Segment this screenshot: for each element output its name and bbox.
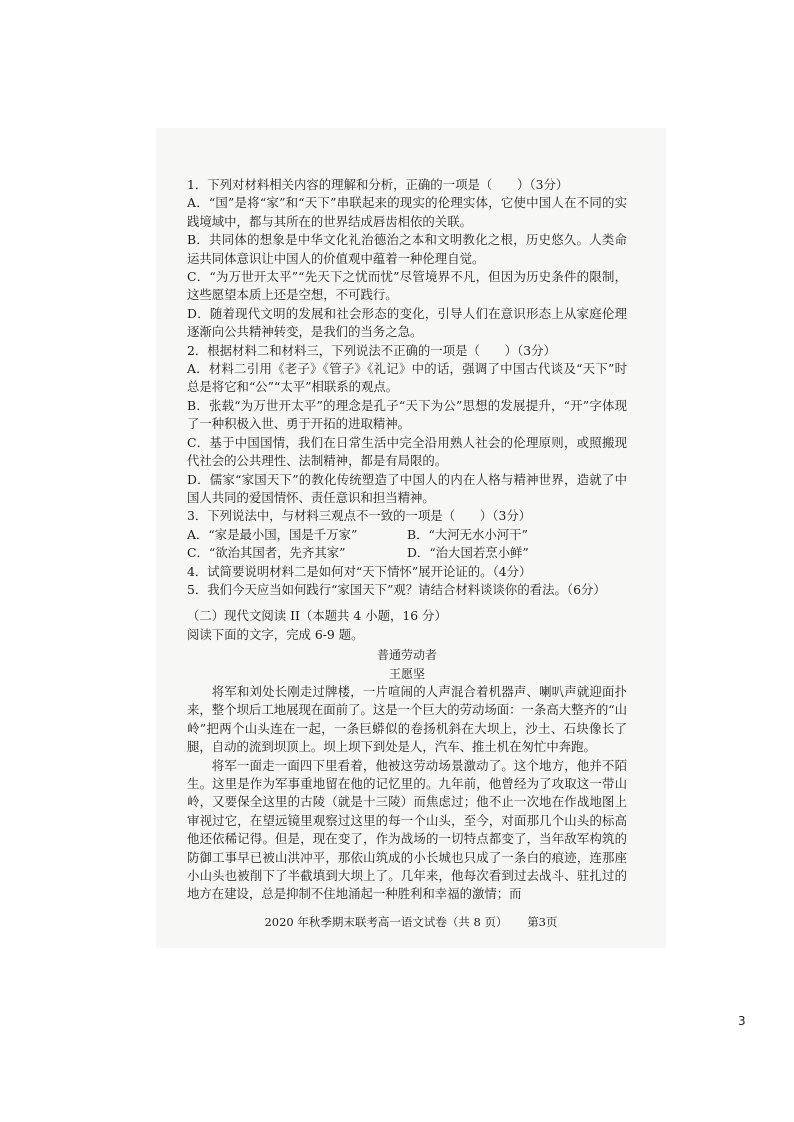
question-1-option-a: A．“国”是将“家”和“天下”串联起来的现实的伦理实体，它使中国人在不同的实践境域中，都与其所在的世界结成唇齿相依的关联。 [187,195,627,229]
question-3-option-b: B．“大河无水小河干” [407,526,528,542]
story-author: 王愿坚 [388,666,425,681]
question-2: 2．根据材料二和材料三，下列说法不正确的一项是（ ）（3分） [187,342,556,358]
story-paragraph: 将军一面走一面四下里看着，他被这劳动场景激动了。这个地方，他并不陌生。这里是作为军事重地留在他的记忆里的。九年前，他曾经为了攻取这一带山岭，又要保全这里的古陵（就是十三陵）而焦虑过；他不止一次地在作战地图上审视过它，在望远镜里观察过这里的每一个山头，至今，对面那几个山头的标高他还依稀记得。但是，现在变了，作为战场的一切特点都变了，当年敌军构筑的防御工事早已被山洪冲平，那依山筑成的小长城也只成了一条白的痕迹，连那座小山头也被削下了半截填到大坝上了。几年来，他每次看到过去战斗、驻扎过的地方在建设，总是抑制不住地涌起一种胜利和幸福的激情；而 [187,757,627,902]
question-3-option-a: A．“家是最小国，国是千万家” [187,526,358,542]
question-5: 5．我们今天应当如何践行“家国天下”观？请结合材料谈谈你的看法。（6分） [187,581,606,597]
section-heading: （二）现代文阅读 II（本题共 4 小题，16 分） [187,608,447,624]
question-3-options-row-1 [187,526,627,544]
footer-page: 第3页 [527,915,558,929]
question-1-option-b: B．共同体的想象是中华文化礼治德治之本和文明教化之根，历史悠久。人类命运共同体意识让中国人的价值观中蕴着一种伦理自觉。 [187,232,627,266]
question-3-option-d: D．“治大国若烹小鲜” [407,545,529,561]
page-number: 3 [738,1014,746,1028]
question-3-option-c: C．“欲治其国者，先齐其家” [187,545,346,561]
question-2-option-a: A．材料二引用《老子》《管子》《礼记》中的话，强调了中国古代谈及“天下”时总是将它和“公”“太平”相联系的观点。 [187,361,627,395]
section-instruction: 阅读下面的文字，完成 6-9 题。 [187,626,364,642]
question-3: 3．下列说法中，与材料三观点不一致的一项是（ ）（3分） [187,508,532,524]
question-3-options-row-2 [187,544,627,562]
story-paragraph: 将军和刘处长刚走过牌楼，一片喧闹的人声混合着机器声、喇叭声就迎面扑来，整个坝后工地展现在面前了。这是一个巨大的劳动场面：一条高大整齐的“山岭”把两个山头连在一起，一条巨蟒似的卷扬机斜在大坝上，沙土、石块像长了腿，自动的流到坝顶上。坝上坝下到处是人，汽车、推土机在匆忙中奔跑。 [187,683,628,755]
question-2-option-d: D．儒家“家国天下”的教化传统塑造了中国人的内在人格与精神世界，造就了中国人共同的爱国情怀、责任意识和担当精神。 [187,471,627,505]
question-2-option-b: B．张载“为万世开太平”的理念是孔子“天下为公”思想的发展提升，“开”字体现了一种积极入世、勇于开拓的进取精神。 [187,397,627,432]
exam-name: 2020 年秋季期末联考高一语文试卷（共 8 页） [264,915,508,929]
document-body [187,176,627,904]
question-4: 4．试简要说明材料二是如何对“天下情怀”展开论证的。（4分） [187,563,532,579]
question-2-option-c: C．基于中国国情，我们在日常生活中完全沿用熟人社会的伦理原则，或照搬现代社会的公共理性、法制精神，都是有局限的。 [187,434,627,469]
question-1-option-d: D．随着现代文明的发展和社会形态的变化，引导人们在意识形态上从家庭伦理逐渐向公共精神转变，是我们的当务之急。 [187,305,627,340]
question-1-option-c: C．“为万世开太平”“先天下之忧而忧”尽管境界不凡，但因为历史条件的限制，这些愿望本质上还是空想，不可践行。 [187,269,627,303]
exam-footer [156,914,666,930]
question-1: 1．下列对材料相关内容的理解和分析，正确的一项是（ ）（3分） [187,177,569,192]
story-title: 普通劳动者 [376,648,437,663]
